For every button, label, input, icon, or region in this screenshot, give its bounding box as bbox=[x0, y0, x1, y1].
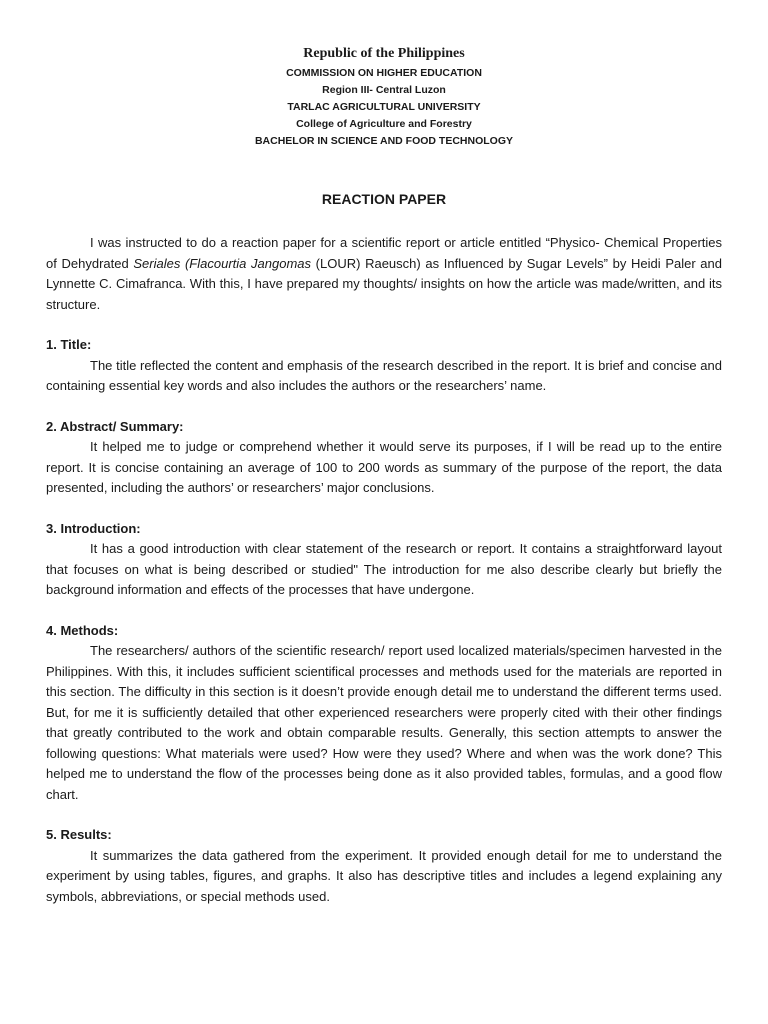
intro-text-1: I was instructed to do a reaction paper for a scientific report or article entitled “Physico- Chemical Properties of Dehydrated bbox=[46, 235, 722, 271]
section-abstract bbox=[46, 417, 722, 499]
letterhead bbox=[46, 46, 722, 150]
section-body: The researchers/ authors of the scientific research/ report used localized materials/specimen harvested in the Philippines. With this, it includes sufficient scientifical processes and methods used for the materials are reported in this section. The difficulty in this section is it doesn’t provide enough detail me to understand the different terms used. But, for me it is sufficiently detailed that other experienced researchers were properly cited with their other findings that greatly contributed to the work and obtain comparable results. Generally, this section attempts to answer the following questions: What materials were used? How were they used? Where and when was the work done? This helped me to understand the flow of the processes being done as it also provided tables, formulas, and a good flow chart. bbox=[46, 643, 722, 802]
section-heading: 3. Introduction: bbox=[46, 520, 141, 536]
intro-italic-species: Seriales (Flacourtia Jangomas bbox=[133, 255, 312, 271]
university-line: TARLAC AGRICULTURAL UNIVERSITY bbox=[287, 101, 481, 113]
section-introduction bbox=[46, 519, 722, 601]
republic-line: Republic of the Philippines bbox=[303, 46, 465, 61]
section-body: It summarizes the data gathered from the experiment. It provided enough detail for me to understand the experiment by using tables, figures, and graphs. It also has descriptive titles and includes a legend explaining any symbols, abbreviations, or special methods used. bbox=[46, 847, 722, 904]
section-methods bbox=[46, 621, 722, 806]
section-heading: 4. Methods: bbox=[46, 622, 119, 638]
page-title: REACTION PAPER bbox=[321, 191, 447, 207]
section-body: It has a good introduction with clear statement of the research or report. It contains a straightforward layout that focuses on what is being described or studied" The introduction for me also describe clearly but briefly the background information and effects of the processes that have undergone. bbox=[46, 541, 722, 597]
region-line: Region III- Central Luzon bbox=[322, 84, 446, 96]
intro-paragraph bbox=[46, 233, 722, 315]
section-heading: 5. Results: bbox=[46, 827, 112, 842]
intro-text-2: (LOUR) Raeusch) as Influenced by Sugar Levels” by Heidi Paler and Lynnette C. Cimafranca. With this, I have prepared my thoughts/ insights on how the article was made/written, and its structure. bbox=[46, 255, 723, 312]
section-body: It helped me to judge or comprehend whether it would serve its purposes, if I will be read up to the entire report. It is concise containing an average of 100 to 200 words as summary of the purpose of the report, the data presented, including the authors’ or researchers’ major conclusions. bbox=[46, 439, 722, 495]
section-body: The title reflected the content and emphasis of the research described in the report. It is brief and concise and containing essential key words and also includes the authors or the researchers’ name. bbox=[46, 357, 722, 393]
section-heading: 1. Title: bbox=[46, 337, 92, 352]
section-results bbox=[46, 825, 722, 907]
program-line: BACHELOR IN SCIENCE AND FOOD TECHNOLOGY bbox=[254, 135, 514, 147]
section-heading: 2. Abstract/ Summary: bbox=[46, 418, 184, 434]
commission-line: COMMISSION ON HIGHER EDUCATION bbox=[286, 67, 482, 79]
section-title bbox=[46, 335, 722, 397]
college-line: College of Agriculture and Forestry bbox=[296, 118, 472, 130]
